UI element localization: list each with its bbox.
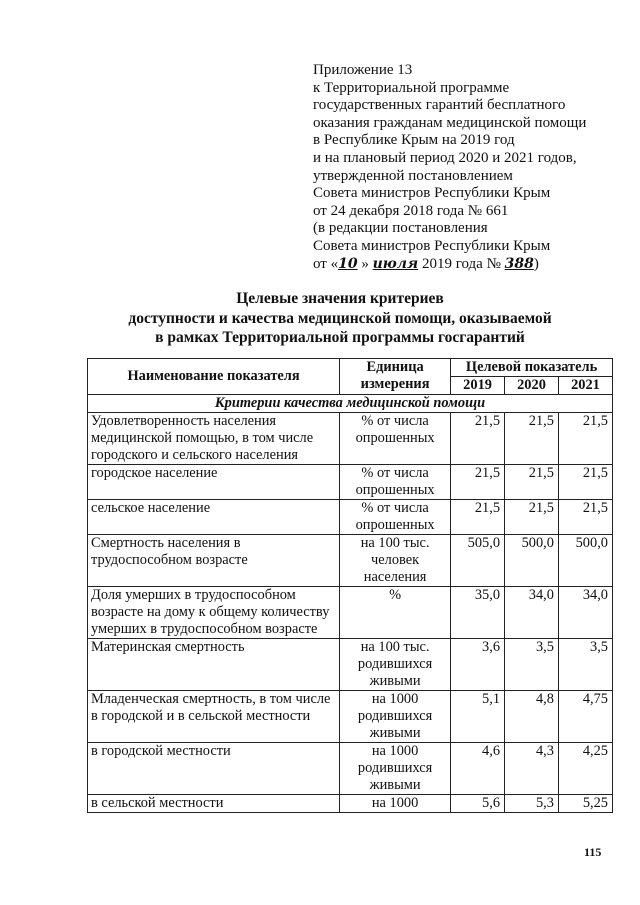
header-year-2021: 2021 bbox=[558, 377, 612, 395]
row-value-2020: 21,5 bbox=[505, 500, 559, 535]
appendix-line: утвержденной постановлением bbox=[313, 167, 513, 184]
row-name: в городской местности bbox=[88, 743, 340, 795]
row-name: Младенческая смертность, в том числе в городской и в сельской местности bbox=[88, 691, 340, 743]
row-unit: на 100 тыс. человек населения bbox=[340, 535, 451, 587]
title-line: Целевые значения критериев bbox=[236, 290, 444, 307]
title-line: доступности и качества медицинской помощи, оказываемой bbox=[128, 309, 552, 327]
appendix-line: в Республике Крым на 2019 год bbox=[313, 132, 515, 149]
title-line: в рамках Территориальной программы госгарантий bbox=[155, 329, 525, 346]
row-value-2020: 4,8 bbox=[505, 691, 559, 743]
row-value-2021: 21,5 bbox=[558, 500, 612, 535]
date-year-text: 2019 года № bbox=[418, 255, 505, 272]
row-value-2020: 21,5 bbox=[505, 413, 559, 465]
row-unit: % от числа опрошенных bbox=[340, 413, 451, 465]
row-value-2021: 5,25 bbox=[558, 795, 612, 813]
row-name: Доля умерших в трудоспособном возрасте на дому к общему количеству умерших в трудоспособном возрасте bbox=[88, 587, 340, 639]
appendix-line: к Территориальной программе bbox=[313, 79, 510, 96]
appendix-line: государственных гарантий бесплатного bbox=[313, 97, 566, 114]
row-unit: % bbox=[340, 587, 451, 639]
criteria-table bbox=[87, 358, 613, 813]
row-unit: % от числа опрошенных bbox=[340, 500, 451, 535]
row-unit: на 1000 bbox=[340, 795, 451, 813]
handwritten-day: 10 bbox=[338, 255, 358, 272]
table-row bbox=[88, 795, 613, 813]
appendix-line: оказания гражданам медицинской помощи bbox=[313, 114, 587, 131]
appendix-date-line bbox=[313, 256, 613, 274]
row-value-2021: 21,5 bbox=[558, 413, 612, 465]
row-unit: на 1000 родившихся живыми bbox=[340, 743, 451, 795]
row-value-2019: 3,6 bbox=[451, 639, 505, 691]
date-prefix: от « bbox=[313, 255, 339, 272]
handwritten-month: июля bbox=[372, 255, 419, 272]
section-header: Критерии качества медицинской помощи bbox=[88, 395, 613, 413]
table-row bbox=[88, 691, 613, 743]
table-row bbox=[88, 743, 613, 795]
row-value-2020: 3,5 bbox=[505, 639, 559, 691]
row-name: Материнская смертность bbox=[88, 639, 340, 691]
row-value-2021: 3,5 bbox=[558, 639, 612, 691]
appendix-line: и на плановый период 2020 и 2021 годов, bbox=[313, 149, 577, 166]
table-row bbox=[88, 535, 613, 587]
row-value-2019: 505,0 bbox=[451, 535, 505, 587]
row-unit: на 1000 родившихся живыми bbox=[340, 691, 451, 743]
row-value-2021: 4,75 bbox=[558, 691, 612, 743]
date-mid: » bbox=[357, 255, 373, 272]
row-value-2019: 21,5 bbox=[451, 500, 505, 535]
document-title bbox=[40, 289, 640, 348]
handwritten-number: 388 bbox=[504, 255, 534, 272]
row-value-2020: 21,5 bbox=[505, 465, 559, 500]
row-value-2020: 5,3 bbox=[505, 795, 559, 813]
row-name: Смертность населения в трудоспособном возрасте bbox=[88, 535, 340, 587]
row-value-2021: 4,25 bbox=[558, 743, 612, 795]
row-name: в сельской местности bbox=[88, 795, 340, 813]
row-unit: на 100 тыс. родившихся живыми bbox=[340, 639, 451, 691]
row-value-2021: 21,5 bbox=[558, 465, 612, 500]
header-unit: Единица измерения bbox=[340, 359, 451, 395]
row-value-2021: 500,0 bbox=[558, 535, 612, 587]
row-unit: % от числа опрошенных bbox=[340, 465, 451, 500]
date-suffix: ) bbox=[533, 255, 539, 272]
row-value-2019: 5,1 bbox=[451, 691, 505, 743]
appendix-line: Совета министров Республики Крым bbox=[313, 237, 551, 254]
table-row bbox=[88, 500, 613, 535]
row-value-2020: 34,0 bbox=[505, 587, 559, 639]
row-value-2019: 21,5 bbox=[451, 465, 505, 500]
header-name: Наименование показателя bbox=[88, 359, 340, 395]
row-name: городское население bbox=[88, 465, 340, 500]
header-target: Целевой показатель bbox=[451, 359, 613, 377]
row-value-2019: 35,0 bbox=[451, 587, 505, 639]
header-year-2019: 2019 bbox=[451, 377, 505, 395]
row-value-2019: 21,5 bbox=[451, 413, 505, 465]
appendix-line: от 24 декабря 2018 года № 661 bbox=[313, 202, 509, 219]
table-row bbox=[88, 413, 613, 465]
header-year-2020: 2020 bbox=[505, 377, 559, 395]
appendix-line: Приложение 13 bbox=[313, 62, 413, 78]
table-row bbox=[88, 587, 613, 639]
row-value-2021: 34,0 bbox=[558, 587, 612, 639]
table-row bbox=[88, 639, 613, 691]
page-number: 115 bbox=[584, 845, 602, 859]
row-value-2019: 5,6 bbox=[451, 795, 505, 813]
appendix-block bbox=[313, 62, 613, 273]
appendix-line: (в редакции постановления bbox=[313, 220, 488, 237]
appendix-line: Совета министров Республики Крым bbox=[313, 185, 551, 202]
row-value-2019: 4,6 bbox=[451, 743, 505, 795]
table-row bbox=[88, 465, 613, 500]
row-name: сельское население bbox=[88, 500, 340, 535]
row-name: Удовлетворенность населения медицинской помощью, в том числе городского и сельского населения bbox=[88, 413, 340, 465]
row-value-2020: 4,3 bbox=[505, 743, 559, 795]
row-value-2020: 500,0 bbox=[505, 535, 559, 587]
